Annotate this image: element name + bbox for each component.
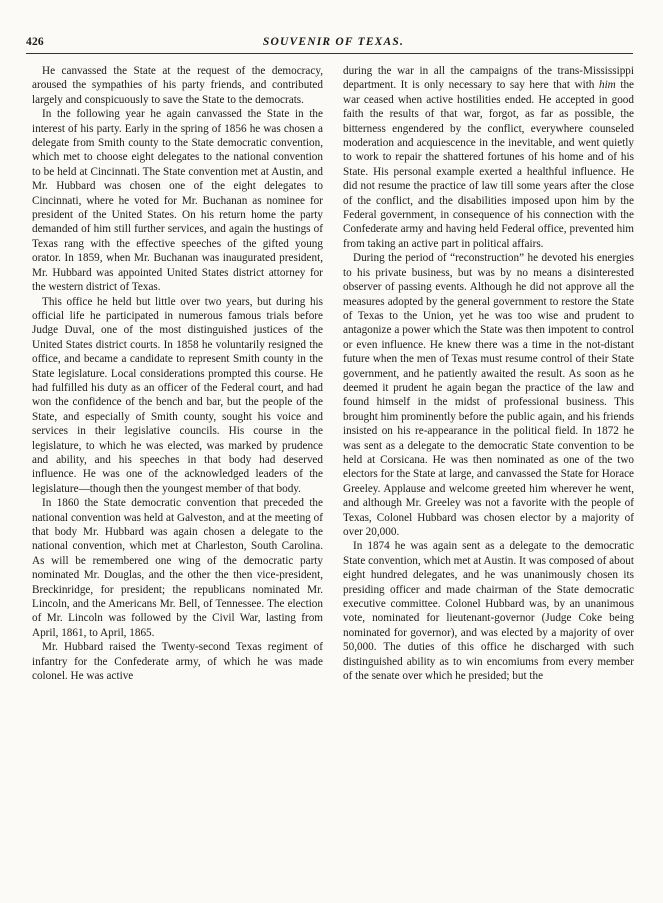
running-title: SOUVENIR OF TEXAS. xyxy=(262,36,405,48)
paragraph: In the following year he again canvassed the State in the interest of his party. Early in the spring of 1856 he was chosen a delegate from Smith county to the State democratic convention, which met to choose eight delegates to the national convention to be held at Cincinnati. The State convention met at Austin, and Mr. Hubbard was chosen one of the eight delegates to Cincinnati, where he voted for Mr. Buchanan as nominee for president of the United States. On his return home the party demanded of him still further services, and again the hustings of Texas rang with the effective speeches of the gifted young orator. In 1859, when Mr. Buchanan was inaugurated president, Mr. Hubbard was appointed United States district attorney for the western district of Texas. xyxy=(32,108,323,294)
header-rule xyxy=(26,53,633,54)
text-columns xyxy=(32,64,634,683)
text-run: during the war in all the campaigns of the trans-Mississippi department. It is only necessary to say here that with xyxy=(343,65,634,92)
paragraph-continued xyxy=(343,64,634,251)
page-header xyxy=(18,0,649,48)
emphasis: him xyxy=(598,79,616,92)
paragraph: In 1874 he was again sent as a delegate to the democratic State convention, which met at Austin. It was composed of about eight hundred delegates, and he was unanimously chosen its presiding officer and made chairman of the State democratic executive committee. Colonel Hubbard was, by an unanimous vote, nominated for lieutenant-governor (Judge Coke being nominated for governor), and was elected by a majority of over 50,000. The duties of this office he discharged with such distinguished ability as to win encomiums from every member of the senate over which he presided; but the xyxy=(343,540,634,683)
paragraph: During the period of “reconstruction” he devoted his energies to his private business, but was by no means a disinterested observer of passing events. Although he did not approve all the measures adopted by the general government to restore the State of Texas to the Union, yet he was too wise and prudent to antagonize a power which the State was then impotent to control or even influence. He knew there was a time in the not-distant future when the men of Texas must resume control of their State government, and he patiently awaited the result. As soon as he deemed it prudent he again began the practice of the law and found himself in the midst of professional business. This brought him prominently before the public again, and his friends insisted on his re-appearance in the political field. In 1872 he was sent as a delegate to the democratic State convention to be held at Corsicana. He was then nominated as one of the two electors for the State at large, and canvassed the State for Horace Greeley. Applause and welcome greeted him wherever he went, and although Mr. Greeley was not a favorite with the people of Texas, Colonel Hubbard was chosen elector by a majority of over 20,000. xyxy=(343,252,634,538)
paragraph: Mr. Hubbard raised the Twenty-second Texas regiment of infantry for the Confederate army, of which he was made colonel. He was active xyxy=(32,641,323,683)
text-run: the war ceased when active hostilities ended. He accepted in good faith the results of that war, forgot, as far as possible, the bitterness engendered by the conflict, everywhere counseled moderation and acquiescence in the inevitable, and went quietly to work to repair the shattered fortunes of his home and of his State. His personal example exerted a healthful influence. He did not resume the practice of law till some years after the close of the conflict, and the disabilities imposed upon him by the Federal government, in consequence of his connection with the Confederate army and having held Federal office, prevented him from taking an active part in political affairs. xyxy=(343,79,634,250)
right-column xyxy=(343,64,634,683)
paragraph: This office he held but little over two years, but during his official life he participated in numerous famous trials before Judge Duval, one of the most distinguished justices of the United States district courts. In 1858 he voluntarily resigned the office, and became a candidate to represent Smith county in the State legislature. Local considerations prompted this course. He had fulfilled his duty as an officer of the Federal court, and had won the confidence of the bench and bar, but the people of the State, and especially of Smith county, sought his voice and services in their legislative councils. His course in the legislature, to which he was elected, was marked by prudence and ability, and his speeches in that body had deserved influence. He was one of the acknowledged leaders of the legislature—though then the youngest member of that body. xyxy=(32,295,323,495)
paragraph: In 1860 the State democratic convention that preceded the national convention was held at Galveston, and at the meeting of that body Mr. Hubbard was again chosen a delegate to the national convention, which met at Charleston, South Carolina. As will be remembered one wing of the democratic party nominated Mr. Douglas, and the other the then vice-president, Breckinridge, for president; the republicans nominated Mr. Lincoln, and the Americans Mr. Bell, of Tennessee. The election of Mr. Lincoln was followed by the Civil War, lasting from April, 1861, to April, 1865. xyxy=(32,497,323,639)
page-number: 426 xyxy=(26,36,44,48)
paragraph: He canvassed the State at the request of the democracy, aroused the sympathies of his party friends, and contributed largely and conspicuously to save the State to the democrats. xyxy=(32,65,323,106)
left-column xyxy=(32,64,323,683)
